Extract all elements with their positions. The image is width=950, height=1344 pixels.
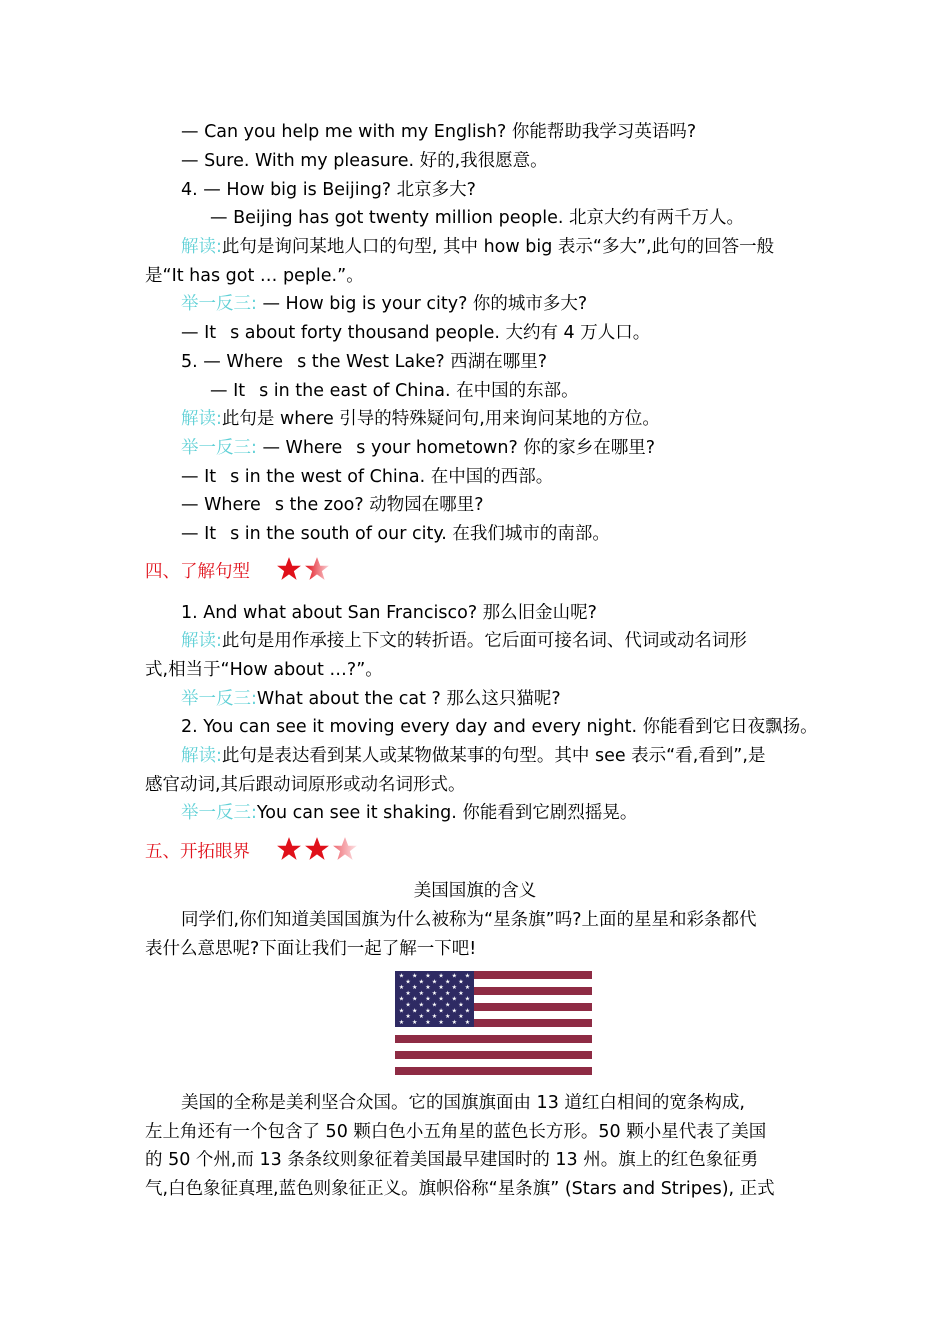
svg-text:★: ★ bbox=[438, 972, 444, 980]
text-part: — Where bbox=[256, 438, 343, 458]
svg-text:★: ★ bbox=[412, 1007, 418, 1015]
svg-text:★: ★ bbox=[431, 1013, 438, 1021]
dialogue-line bbox=[181, 522, 610, 546]
svg-text:★: ★ bbox=[425, 1007, 431, 1015]
star-icon bbox=[304, 836, 330, 862]
paragraph-line: 的 50 个州,而 13 条条纹则象征着美国最早建国时的 13 州。旗上的红色象征勇 bbox=[145, 1150, 759, 1170]
explanation-text: 此句是用作承接上下文的转折语。它后面可接名词、代词或动名词形 bbox=[221, 631, 747, 651]
svg-text:★: ★ bbox=[464, 1018, 471, 1026]
difficulty-stars bbox=[276, 556, 330, 582]
text-part: s the zoo? 动物园在哪里? bbox=[274, 495, 484, 515]
explanation-cont: 是“It has got … peple.”。 bbox=[145, 266, 364, 286]
dialogue-line bbox=[181, 493, 484, 517]
svg-text:★: ★ bbox=[412, 972, 418, 980]
explanation-text: 此句是表达看到某人或某物做某事的句型。其中 see 表示“看,看到”,是 bbox=[221, 746, 766, 766]
svg-text:★: ★ bbox=[451, 995, 457, 1003]
star-icon bbox=[332, 836, 358, 862]
dialogue-line: — Can you help me with my English? 你能帮助我学习英语吗? bbox=[181, 122, 697, 142]
dialogue-line bbox=[210, 379, 579, 403]
paragraph-line: 同学们,你们知道美国国旗为什么被称为“星条旗”吗?上面的星星和彩条都代 bbox=[181, 910, 757, 930]
text-part: s in the west of China. 在中国的西部。 bbox=[230, 467, 554, 487]
svg-text:★: ★ bbox=[418, 978, 424, 986]
sentence-line: 1. And what about San Francisco? 那么旧金山呢? bbox=[181, 603, 597, 623]
svg-text:★: ★ bbox=[451, 984, 457, 992]
svg-text:★: ★ bbox=[405, 1013, 411, 1021]
text-part: — Where bbox=[181, 495, 261, 515]
explanation-cont: 感官动词,其后跟动词原形或动名词形式。 bbox=[145, 775, 466, 795]
svg-text:★: ★ bbox=[445, 1013, 451, 1021]
example-label: 举一反三: bbox=[181, 803, 257, 823]
svg-text:★: ★ bbox=[398, 1018, 405, 1026]
paragraph-line: 左上角还有一个包含了 50 颗白色小五角星的蓝色长方形。50 颗小星代表了美国 bbox=[145, 1122, 767, 1142]
text-part: s in the south of our city. 在我们城市的南部。 bbox=[230, 524, 610, 544]
svg-text:★: ★ bbox=[398, 1007, 405, 1015]
dialogue-line: 4. — How big is Beijing? 北京多大? bbox=[181, 180, 476, 200]
paragraph-line: 美国的全称是美利坚合众国。它的国旗旗面由 13 道红白相间的宽条构成, bbox=[181, 1093, 745, 1113]
svg-text:★: ★ bbox=[451, 1018, 457, 1026]
example-text: You can see it shaking. 你能看到它剧烈摇晃。 bbox=[256, 803, 638, 823]
text-part: — It bbox=[181, 524, 217, 544]
text-part: — It bbox=[181, 323, 217, 343]
svg-text:★: ★ bbox=[464, 972, 471, 980]
explanation-text: 此句是询问某地人口的句型, 其中 how big 表示“多大”,此句的回答一般 bbox=[221, 237, 775, 257]
star-icon bbox=[276, 556, 302, 582]
svg-text:★: ★ bbox=[438, 1007, 444, 1015]
article-title: 美国国旗的含义 bbox=[413, 881, 537, 901]
text-part: 5. — Where bbox=[181, 352, 284, 372]
example-label: 举一反三: bbox=[181, 294, 257, 314]
svg-text:★: ★ bbox=[398, 995, 405, 1003]
section-heading: 五、开拓眼界 bbox=[145, 842, 250, 862]
svg-text:★: ★ bbox=[438, 995, 444, 1003]
svg-text:★: ★ bbox=[425, 972, 431, 980]
svg-text:★: ★ bbox=[412, 995, 418, 1003]
example-text: What about the cat ? 那么这只猫呢? bbox=[256, 689, 561, 709]
svg-text:★: ★ bbox=[451, 972, 457, 980]
dialogue-line: — Sure. With my pleasure. 好的,我很愿意。 bbox=[181, 151, 548, 171]
text-part: s the West Lake? 西湖在哪里? bbox=[297, 352, 548, 372]
explanation-text: 此句是 where 引导的特殊疑问句,用来询问某地的方位。 bbox=[221, 409, 660, 429]
sentence-line: 2. You can see it moving every day and every night. 你能看到它日夜飘扬。 bbox=[181, 717, 818, 737]
svg-text:★: ★ bbox=[464, 984, 471, 992]
explanation-label: 解读: bbox=[181, 631, 222, 651]
svg-text:★: ★ bbox=[425, 984, 431, 992]
dialogue-line bbox=[181, 350, 547, 374]
text-part: s about forty thousand people. 大约有 4 万人口。 bbox=[230, 323, 651, 343]
svg-text:★: ★ bbox=[431, 1001, 438, 1009]
svg-text:★: ★ bbox=[398, 984, 405, 992]
us-flag-image bbox=[395, 971, 592, 1075]
explanation-line bbox=[181, 407, 660, 431]
svg-text:★: ★ bbox=[445, 1001, 451, 1009]
svg-text:★: ★ bbox=[398, 972, 405, 980]
explanation-label: 解读: bbox=[181, 746, 222, 766]
explanation-line bbox=[181, 744, 765, 768]
svg-text:★: ★ bbox=[431, 978, 438, 986]
example-text: — How big is your city? 你的城市多大? bbox=[256, 294, 588, 314]
example-label: 举一反三: bbox=[181, 689, 257, 709]
svg-text:★: ★ bbox=[405, 978, 411, 986]
example-line bbox=[181, 687, 561, 711]
text-part: — It bbox=[181, 467, 217, 487]
svg-text:★: ★ bbox=[464, 1007, 471, 1015]
text-part: s in the east of China. 在中国的东部。 bbox=[259, 381, 579, 401]
svg-text:★: ★ bbox=[458, 978, 464, 986]
svg-text:★: ★ bbox=[451, 1007, 457, 1015]
explanation-label: 解读: bbox=[181, 237, 222, 257]
svg-text:★: ★ bbox=[405, 989, 411, 997]
example-label: 举一反三: bbox=[181, 438, 257, 458]
svg-text:★: ★ bbox=[425, 1018, 431, 1026]
svg-text:★: ★ bbox=[412, 984, 418, 992]
svg-text:★: ★ bbox=[412, 1018, 418, 1026]
paragraph-line: 气,白色象征真理,蓝色则象征正义。旗帜俗称“星条旗” (Stars and Stripes), 正式 bbox=[145, 1179, 775, 1199]
dialogue-line bbox=[181, 465, 553, 489]
svg-text:★: ★ bbox=[445, 989, 451, 997]
text-part: — It bbox=[210, 381, 246, 401]
svg-text:★: ★ bbox=[458, 1013, 464, 1021]
example-line bbox=[181, 436, 655, 460]
text-part: s your hometown? 你的家乡在哪里? bbox=[356, 438, 656, 458]
svg-text:★: ★ bbox=[418, 1013, 424, 1021]
explanation-cont: 式,相当于“How about …?”。 bbox=[145, 660, 383, 680]
svg-text:★: ★ bbox=[438, 1018, 444, 1026]
svg-text:★: ★ bbox=[464, 995, 471, 1003]
svg-text:★: ★ bbox=[418, 989, 424, 997]
svg-text:★: ★ bbox=[458, 989, 464, 997]
section-heading: 四、了解句型 bbox=[145, 562, 250, 582]
svg-text:★: ★ bbox=[431, 989, 438, 997]
svg-text:★: ★ bbox=[458, 1001, 464, 1009]
svg-text:★: ★ bbox=[425, 995, 431, 1003]
example-line bbox=[181, 292, 587, 316]
dialogue-line bbox=[181, 321, 650, 345]
explanation-line bbox=[181, 235, 774, 259]
explanation-label: 解读: bbox=[181, 409, 222, 429]
svg-text:★: ★ bbox=[438, 984, 444, 992]
dialogue-line: — Beijing has got twenty million people. 北京大约有两千万人。 bbox=[210, 208, 745, 228]
svg-text:★: ★ bbox=[418, 1001, 424, 1009]
svg-text:★: ★ bbox=[445, 978, 451, 986]
svg-text:★: ★ bbox=[405, 1001, 411, 1009]
star-icon bbox=[276, 836, 302, 862]
star-icon bbox=[304, 556, 330, 582]
paragraph-line: 表什么意思呢?下面让我们一起了解一下吧! bbox=[145, 939, 477, 959]
explanation-line bbox=[181, 629, 747, 653]
difficulty-stars bbox=[276, 836, 358, 862]
example-line bbox=[181, 801, 637, 825]
